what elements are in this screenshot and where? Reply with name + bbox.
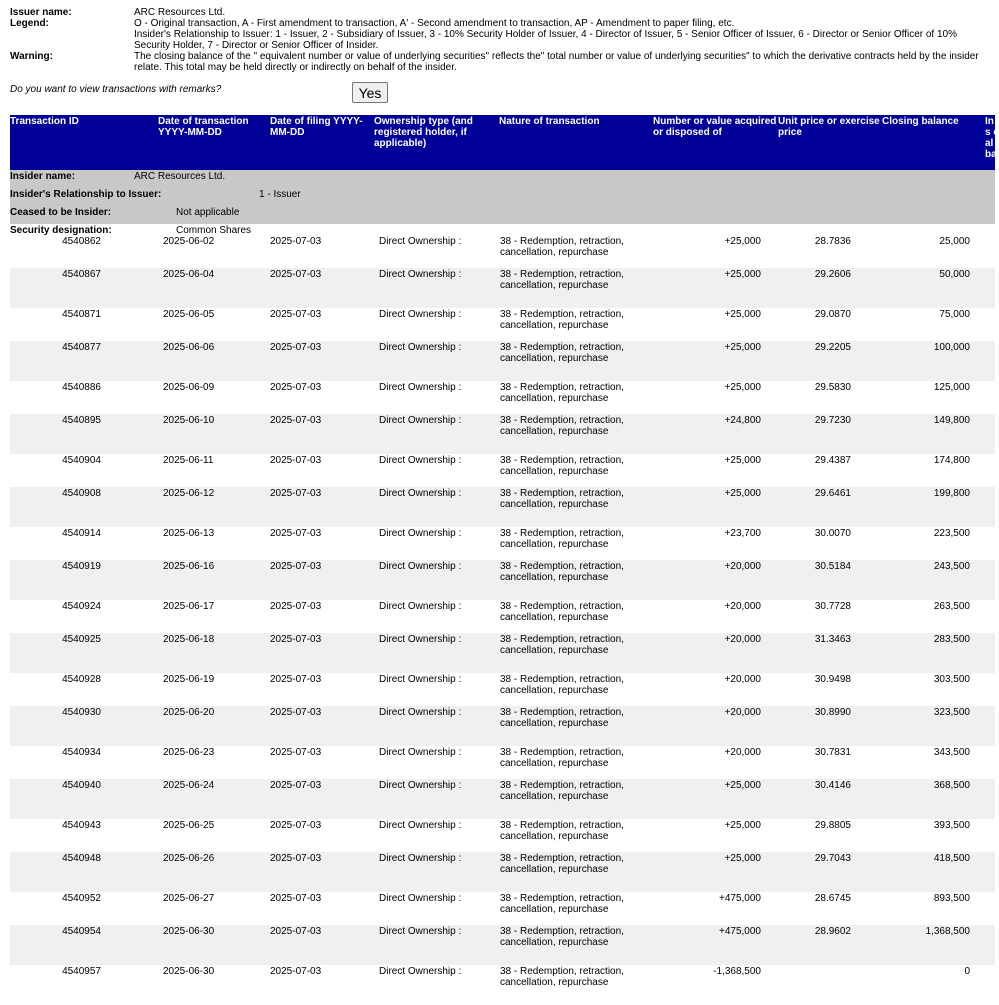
unit-price-cell: 30.7728 <box>814 601 851 612</box>
nature-cell <box>500 455 650 477</box>
filing-date-cell: 2025-07-03 <box>270 382 322 393</box>
relationship-value: 1 - Issuer <box>259 189 301 200</box>
transaction-date-cell: 2025-06-23 <box>163 747 215 758</box>
ownership-type-cell: Direct Ownership : <box>379 747 462 758</box>
security-designation-label: Security designation: <box>10 225 112 236</box>
transaction-date-cell: 2025-06-04 <box>163 269 215 280</box>
closing-balance-cell: 75,000 <box>939 309 970 320</box>
filing-date-cell: 2025-07-03 <box>270 707 322 718</box>
number-value-cell: +20,000 <box>724 561 761 572</box>
number-value-cell: +25,000 <box>724 853 761 864</box>
filing-date-cell: 2025-07-03 <box>270 747 322 758</box>
closing-balance-cell: 323,500 <box>933 707 970 718</box>
filing-date-cell: 2025-07-03 <box>270 966 322 977</box>
remarks-question: Do you want to view transactions with remarks? <box>10 84 222 95</box>
filing-date-cell: 2025-07-03 <box>270 634 322 645</box>
filing-date-cell: 2025-07-03 <box>270 926 322 937</box>
nature-cell <box>500 780 650 802</box>
unit-price-cell: 30.0070 <box>814 528 851 539</box>
transaction-id-cell: 4540925 <box>62 634 101 645</box>
nature-cell <box>500 634 650 656</box>
unit-price-cell: 29.5830 <box>814 382 851 393</box>
closing-balance-cell: 1,368,500 <box>925 926 970 937</box>
transaction-date-cell: 2025-06-25 <box>163 820 215 831</box>
closing-balance-cell: 393,500 <box>933 820 970 831</box>
ownership-type-cell: Direct Ownership : <box>379 634 462 645</box>
ownership-type-cell: Direct Ownership : <box>379 342 462 353</box>
unit-price-cell: 28.9602 <box>814 926 851 937</box>
closing-balance-cell: 149,800 <box>933 415 970 426</box>
ownership-type-cell: Direct Ownership : <box>379 236 462 247</box>
ownership-type-cell: Direct Ownership : <box>379 966 462 977</box>
insider-name-label: Insider name: <box>10 171 76 182</box>
issuer-name-label: Issuer name: <box>10 7 72 18</box>
ownership-type-cell: Direct Ownership : <box>379 488 462 499</box>
issuer-info <box>10 7 995 73</box>
nature-line-2: cancellation, repurchase <box>500 612 609 623</box>
number-value-cell: +25,000 <box>724 488 761 499</box>
col-filing-date: Date of filing YYYY-MM-DD <box>270 116 363 138</box>
nature-line-1: 38 - Redemption, retraction, <box>500 488 624 499</box>
closing-balance-cell: 100,000 <box>933 342 970 353</box>
filing-date-cell: 2025-07-03 <box>270 853 322 864</box>
legend-relationship-text: Insider's Relationship to Issuer: 1 - Issuer, 2 - Subsidiary of Issuer, 3 - 10% Security Holder of Issuer, 4 - Director of Issuer, 5 - Senior Officer of Issuer, 6 - Director or Senior Officer of 10% Security Holder, 7 - Director or Senior Officer of Insider. <box>134 29 957 51</box>
number-value-cell: +25,000 <box>724 455 761 466</box>
legend-label: Legend: <box>10 18 49 29</box>
transaction-id-cell: 4540908 <box>62 488 101 499</box>
closing-balance-cell: 263,500 <box>933 601 970 612</box>
closing-balance-cell: 223,500 <box>933 528 970 539</box>
ownership-type-cell: Direct Ownership : <box>379 893 462 904</box>
nature-cell <box>500 707 650 729</box>
ownership-type-cell: Direct Ownership : <box>379 455 462 466</box>
nature-line-1: 38 - Redemption, retraction, <box>500 674 624 685</box>
nature-line-1: 38 - Redemption, retraction, <box>500 926 624 937</box>
nature-line-1: 38 - Redemption, retraction, <box>500 382 624 393</box>
number-value-cell: +25,000 <box>724 236 761 247</box>
ownership-type-cell: Direct Ownership : <box>379 561 462 572</box>
nature-cell <box>500 342 650 364</box>
legend-text: O - Original transaction, A - First amendment to transaction, A' - Second amendment to transaction, AP - Amendment to paper filing, etc. <box>134 18 735 29</box>
transaction-date-cell: 2025-06-24 <box>163 780 215 791</box>
unit-price-cell: 29.7043 <box>814 853 851 864</box>
relationship-label: Insider's Relationship to Issuer: <box>10 189 162 200</box>
warning-label: Warning: <box>10 51 53 62</box>
table-row <box>10 268 995 308</box>
transaction-date-cell: 2025-06-30 <box>163 966 215 977</box>
table-row <box>10 414 995 454</box>
unit-price-cell: 30.9498 <box>814 674 851 685</box>
nature-line-1: 38 - Redemption, retraction, <box>500 820 624 831</box>
nature-cell <box>500 528 650 550</box>
table-header <box>10 115 999 170</box>
nature-line-1: 38 - Redemption, retraction, <box>500 634 624 645</box>
number-value-cell: +20,000 <box>724 674 761 685</box>
transaction-id-cell: 4540904 <box>62 455 101 466</box>
ownership-type-cell: Direct Ownership : <box>379 601 462 612</box>
unit-price-cell: 29.2205 <box>814 342 851 353</box>
unit-price-cell: 30.8990 <box>814 707 851 718</box>
col-transaction-date: Date of transaction YYYY-MM-DD <box>158 116 249 138</box>
legend-row <box>10 18 995 29</box>
unit-price-cell: 30.4146 <box>814 780 851 791</box>
transaction-date-cell: 2025-06-17 <box>163 601 215 612</box>
ownership-type-cell: Direct Ownership : <box>379 415 462 426</box>
closing-balance-cell: 893,500 <box>933 893 970 904</box>
number-value-cell: -1,368,500 <box>713 966 761 977</box>
transaction-date-cell: 2025-06-11 <box>163 455 214 466</box>
nature-line-1: 38 - Redemption, retraction, <box>500 601 624 612</box>
col-ownership-type: Ownership type (and registered holder, if applicable) <box>374 116 473 149</box>
number-value-cell: +25,000 <box>724 342 761 353</box>
unit-price-cell: 30.7831 <box>814 747 851 758</box>
warning-row <box>10 51 995 73</box>
transaction-id-cell: 4540943 <box>62 820 101 831</box>
number-value-cell: +23,700 <box>724 528 761 539</box>
table-row <box>10 633 995 673</box>
number-value-cell: +20,000 <box>724 707 761 718</box>
filing-date-cell: 2025-07-03 <box>270 455 322 466</box>
transaction-date-cell: 2025-06-06 <box>163 342 215 353</box>
closing-balance-cell: 343,500 <box>933 747 970 758</box>
filing-date-cell: 2025-07-03 <box>270 820 322 831</box>
transaction-id-cell: 4540948 <box>62 853 101 864</box>
transaction-id-cell: 4540919 <box>62 561 101 572</box>
unit-price-cell: 29.7230 <box>814 415 851 426</box>
filing-date-cell: 2025-07-03 <box>270 342 322 353</box>
unit-price-cell: 29.6461 <box>814 488 851 499</box>
nature-line-1: 38 - Redemption, retraction, <box>500 561 624 572</box>
closing-balance-cell: 0 <box>964 966 970 977</box>
transaction-date-cell: 2025-06-20 <box>163 707 215 718</box>
closing-balance-cell: 174,800 <box>933 455 970 466</box>
unit-price-cell: 28.6745 <box>814 893 851 904</box>
nature-line-1: 38 - Redemption, retraction, <box>500 415 624 426</box>
view-remarks-yes-button[interactable]: Yes <box>352 82 388 103</box>
unit-price-cell: 31.3463 <box>814 634 851 645</box>
ownership-type-cell: Direct Ownership : <box>379 926 462 937</box>
transaction-id-cell: 4540924 <box>62 601 101 612</box>
closing-balance-cell: 50,000 <box>939 269 970 280</box>
filing-date-cell: 2025-07-03 <box>270 674 322 685</box>
nature-cell <box>500 820 650 842</box>
transaction-id-cell: 4540871 <box>62 309 101 320</box>
unit-price-cell: 28.7836 <box>814 236 851 247</box>
nature-line-2: cancellation, repurchase <box>500 791 609 802</box>
nature-line-2: cancellation, repurchase <box>500 718 609 729</box>
table-row <box>10 925 995 965</box>
table-row <box>10 487 995 527</box>
number-value-cell: +25,000 <box>724 780 761 791</box>
transaction-date-cell: 2025-06-27 <box>163 893 215 904</box>
transaction-date-cell: 2025-06-26 <box>163 853 215 864</box>
number-value-cell: +20,000 <box>724 747 761 758</box>
filing-date-cell: 2025-07-03 <box>270 309 322 320</box>
unit-price-cell: 29.2606 <box>814 269 851 280</box>
number-value-cell: +25,000 <box>724 269 761 280</box>
transaction-id-cell: 4540877 <box>62 342 101 353</box>
closing-balance-cell: 368,500 <box>933 780 970 791</box>
number-value-cell: +475,000 <box>719 893 761 904</box>
nature-line-2: cancellation, repurchase <box>500 499 609 510</box>
nature-line-1: 38 - Redemption, retraction, <box>500 528 624 539</box>
transaction-date-cell: 2025-06-19 <box>163 674 215 685</box>
nature-line-1: 38 - Redemption, retraction, <box>500 893 624 904</box>
filing-date-cell: 2025-07-03 <box>270 601 322 612</box>
unit-price-cell: 29.4387 <box>814 455 851 466</box>
nature-line-1: 38 - Redemption, retraction, <box>500 236 624 247</box>
filing-date-cell: 2025-07-03 <box>270 236 322 247</box>
transaction-id-cell: 4540867 <box>62 269 101 280</box>
insider-group-header <box>10 170 995 224</box>
closing-balance-cell: 243,500 <box>933 561 970 572</box>
ownership-type-cell: Direct Ownership : <box>379 269 462 280</box>
number-value-cell: +24,800 <box>724 415 761 426</box>
number-value-cell: +20,000 <box>724 601 761 612</box>
closing-balance-cell: 418,500 <box>933 853 970 864</box>
nature-cell <box>500 674 650 696</box>
nature-cell <box>500 893 650 915</box>
table-row <box>10 560 995 600</box>
transaction-id-cell: 4540940 <box>62 780 101 791</box>
col-number-value: Number or value acquired or disposed of <box>653 116 777 138</box>
legend-relationship-row <box>10 29 995 51</box>
col-nature: Nature of transaction <box>499 116 600 127</box>
nature-line-1: 38 - Redemption, retraction, <box>500 455 624 466</box>
transaction-id-cell: 4540952 <box>62 893 101 904</box>
ownership-type-cell: Direct Ownership : <box>379 780 462 791</box>
nature-line-1: 38 - Redemption, retraction, <box>500 966 624 977</box>
closing-balance-cell: 25,000 <box>939 236 970 247</box>
transaction-date-cell: 2025-06-02 <box>163 236 215 247</box>
number-value-cell: +25,000 <box>724 382 761 393</box>
table-row <box>10 341 995 381</box>
nature-line-2: cancellation, repurchase <box>500 645 609 656</box>
nature-line-2: cancellation, repurchase <box>500 572 609 583</box>
nature-cell <box>500 415 650 437</box>
nature-cell <box>500 382 650 404</box>
nature-cell <box>500 601 650 623</box>
nature-cell <box>500 269 650 291</box>
nature-line-2: cancellation, repurchase <box>500 320 609 331</box>
transaction-id-cell: 4540957 <box>62 966 101 977</box>
closing-balance-cell: 303,500 <box>933 674 970 685</box>
nature-line-2: cancellation, repurchase <box>500 937 609 948</box>
nature-line-2: cancellation, repurchase <box>500 426 609 437</box>
transaction-date-cell: 2025-06-09 <box>163 382 215 393</box>
issuer-name-row <box>10 7 995 18</box>
number-value-cell: +25,000 <box>724 820 761 831</box>
transaction-id-cell: 4540886 <box>62 382 101 393</box>
nature-line-2: cancellation, repurchase <box>500 904 609 915</box>
ownership-type-cell: Direct Ownership : <box>379 674 462 685</box>
ownership-type-cell: Direct Ownership : <box>379 309 462 320</box>
security-designation-value: Common Shares <box>176 225 252 236</box>
transaction-id-cell: 4540930 <box>62 707 101 718</box>
ownership-type-cell: Direct Ownership : <box>379 820 462 831</box>
nature-cell <box>500 488 650 510</box>
nature-line-2: cancellation, repurchase <box>500 393 609 404</box>
nature-line-2: cancellation, repurchase <box>500 758 609 769</box>
nature-line-2: cancellation, repurchase <box>500 977 609 988</box>
ownership-type-cell: Direct Ownership : <box>379 382 462 393</box>
transaction-date-cell: 2025-06-12 <box>163 488 215 499</box>
transaction-id-cell: 4540895 <box>62 415 101 426</box>
transaction-date-cell: 2025-06-10 <box>163 415 215 426</box>
issuer-name-value: ARC Resources Ltd. <box>134 7 226 18</box>
filing-date-cell: 2025-07-03 <box>270 488 322 499</box>
nature-cell <box>500 966 650 988</box>
nature-cell <box>500 309 650 331</box>
unit-price-cell: 29.8805 <box>814 820 851 831</box>
transaction-id-cell: 4540914 <box>62 528 101 539</box>
nature-cell <box>500 236 650 258</box>
insider-name-value: ARC Resources Ltd. <box>134 171 226 182</box>
number-value-cell: +25,000 <box>724 309 761 320</box>
filing-date-cell: 2025-07-03 <box>270 269 322 280</box>
col-insider-calculated: Ins cal ba <box>985 116 999 160</box>
table-row <box>10 965 995 1005</box>
ceased-value: Not applicable <box>176 207 240 218</box>
nature-line-1: 38 - Redemption, retraction, <box>500 780 624 791</box>
warning-text: The closing balance of the " equivalent number or value of underlying securities" reflects the" total number or value of underlying securities" to which the derivative contracts held by the insider relate. This total may be held directly or indirectly on behalf of the insider. <box>134 51 979 73</box>
transaction-id-cell: 4540862 <box>62 236 101 247</box>
nature-cell <box>500 853 650 875</box>
nature-line-2: cancellation, repurchase <box>500 864 609 875</box>
nature-cell <box>500 561 650 583</box>
nature-line-1: 38 - Redemption, retraction, <box>500 747 624 758</box>
transaction-date-cell: 2025-06-16 <box>163 561 215 572</box>
filing-date-cell: 2025-07-03 <box>270 561 322 572</box>
unit-price-cell: 29.0870 <box>814 309 851 320</box>
filing-date-cell: 2025-07-03 <box>270 780 322 791</box>
transaction-id-cell: 4540954 <box>62 926 101 937</box>
nature-line-2: cancellation, repurchase <box>500 831 609 842</box>
closing-balance-cell: 199,800 <box>933 488 970 499</box>
table-row <box>10 706 995 746</box>
col-transaction-id: Transaction ID <box>10 116 79 127</box>
nature-line-2: cancellation, repurchase <box>500 685 609 696</box>
nature-line-1: 38 - Redemption, retraction, <box>500 309 624 320</box>
transaction-date-cell: 2025-06-18 <box>163 634 215 645</box>
ownership-type-cell: Direct Ownership : <box>379 707 462 718</box>
nature-cell <box>500 926 650 948</box>
nature-line-1: 38 - Redemption, retraction, <box>500 853 624 864</box>
col-unit-price: Unit price or exercise price <box>778 116 880 138</box>
transaction-id-cell: 4540934 <box>62 747 101 758</box>
transaction-id-cell: 4540928 <box>62 674 101 685</box>
table-row <box>10 779 995 819</box>
nature-cell <box>500 747 650 769</box>
number-value-cell: +475,000 <box>719 926 761 937</box>
filing-date-cell: 2025-07-03 <box>270 893 322 904</box>
nature-line-2: cancellation, repurchase <box>500 247 609 258</box>
closing-balance-cell: 283,500 <box>933 634 970 645</box>
transaction-date-cell: 2025-06-05 <box>163 309 215 320</box>
nature-line-1: 38 - Redemption, retraction, <box>500 342 624 353</box>
filing-date-cell: 2025-07-03 <box>270 528 322 539</box>
nature-line-1: 38 - Redemption, retraction, <box>500 707 624 718</box>
nature-line-2: cancellation, repurchase <box>500 466 609 477</box>
transaction-date-cell: 2025-06-30 <box>163 926 215 937</box>
ceased-label: Ceased to be Insider: <box>10 207 112 218</box>
col-closing-balance: Closing balance <box>882 116 959 127</box>
nature-line-1: 38 - Redemption, retraction, <box>500 269 624 280</box>
filing-date-cell: 2025-07-03 <box>270 415 322 426</box>
number-value-cell: +20,000 <box>724 634 761 645</box>
nature-line-2: cancellation, repurchase <box>500 280 609 291</box>
ownership-type-cell: Direct Ownership : <box>379 528 462 539</box>
table-row <box>10 852 995 892</box>
unit-price-cell: 30.5184 <box>814 561 851 572</box>
transaction-date-cell: 2025-06-13 <box>163 528 215 539</box>
closing-balance-cell: 125,000 <box>933 382 970 393</box>
nature-line-2: cancellation, repurchase <box>500 539 609 550</box>
ownership-type-cell: Direct Ownership : <box>379 853 462 864</box>
nature-line-2: cancellation, repurchase <box>500 353 609 364</box>
